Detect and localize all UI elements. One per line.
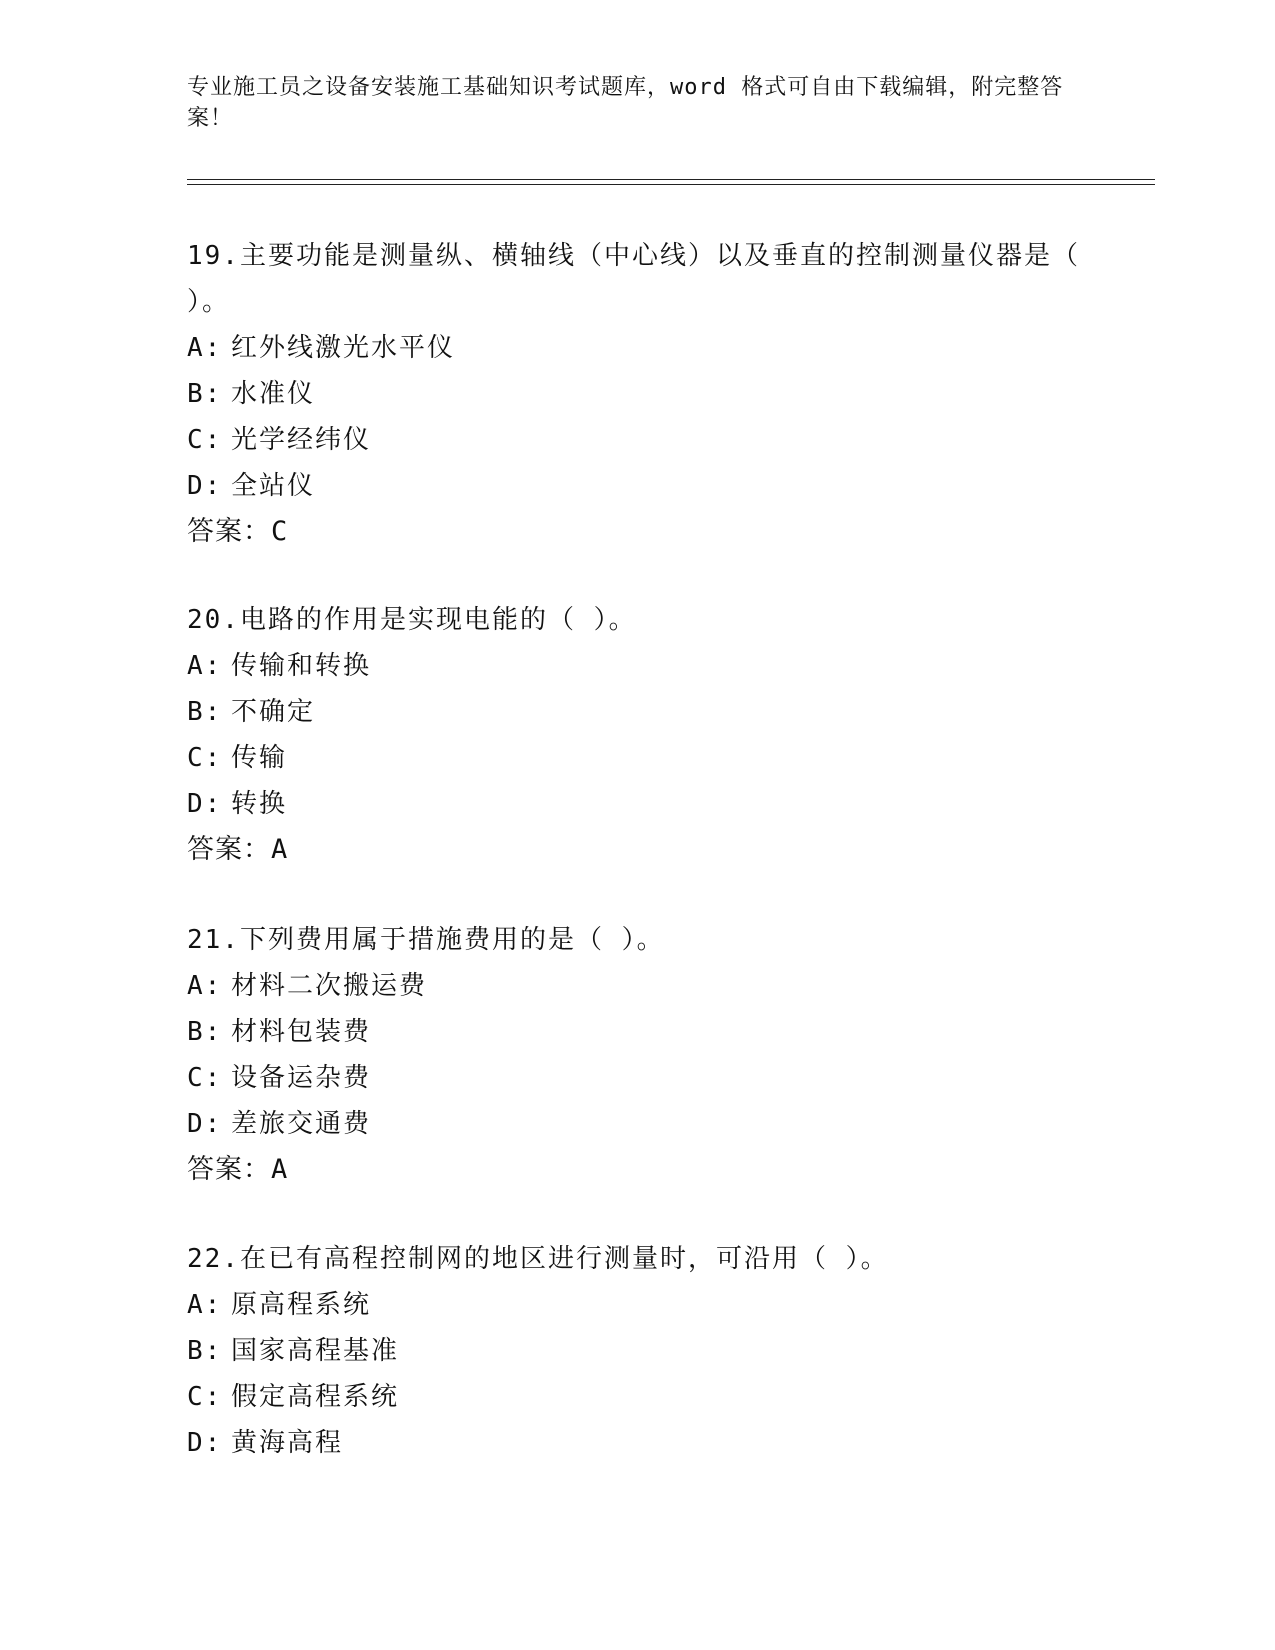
question-21 (187, 917, 1087, 1193)
answer-label: 答案： (187, 1154, 271, 1185)
option-text: 原高程系统 (231, 1290, 372, 1320)
option-letter: B: (187, 1336, 223, 1366)
option-a (187, 963, 1087, 1009)
option-text: 假定高程系统 (231, 1382, 400, 1412)
question-stem: 19.主要功能是测量纵、横轴线（中心线）以及垂直的控制测量仪器是（ ）。 (187, 241, 1080, 317)
option-c (187, 1374, 1087, 1420)
option-b (187, 371, 1087, 417)
option-text: 传输 (231, 743, 288, 773)
option-a (187, 643, 1087, 689)
option-d (187, 781, 1087, 827)
answer-value: A (271, 1154, 289, 1185)
question-stem: 22.在已有高程控制网的地区进行测量时，可沿用（ ）。 (187, 1244, 889, 1274)
option-text: 光学经纬仪 (231, 425, 372, 455)
option-letter: A: (187, 333, 223, 363)
header-divider-top (187, 179, 1155, 180)
answer-value: C (271, 516, 289, 547)
answer-line (187, 509, 1087, 555)
option-text: 材料包装费 (231, 1017, 372, 1047)
question-stem: 20.电路的作用是实现电能的（ ）。 (187, 605, 637, 635)
page-header: 专业施工员之设备安装施工基础知识考试题库，word 格式可自由下载编辑，附完整答案！ (187, 75, 1064, 131)
option-text: 黄海高程 (231, 1428, 344, 1458)
option-d (187, 1420, 1087, 1466)
option-letter: B: (187, 379, 223, 409)
answer-label: 答案： (187, 834, 271, 865)
option-text: 水准仪 (231, 379, 316, 409)
answer-line (187, 1147, 1087, 1193)
option-letter: D: (187, 1428, 223, 1458)
option-c (187, 1055, 1087, 1101)
option-letter: D: (187, 1109, 223, 1139)
option-letter: D: (187, 471, 223, 501)
option-text: 红外线激光水平仪 (231, 333, 456, 363)
option-text: 材料二次搬运费 (231, 971, 428, 1001)
option-text: 传输和转换 (231, 651, 372, 681)
option-text: 不确定 (231, 697, 316, 727)
header-divider-bottom (187, 184, 1155, 185)
option-text: 设备运杂费 (231, 1063, 372, 1093)
option-d (187, 463, 1087, 509)
option-a (187, 325, 1087, 371)
option-c (187, 735, 1087, 781)
option-letter: C: (187, 1063, 223, 1093)
option-letter: C: (187, 743, 223, 773)
option-letter: A: (187, 1290, 223, 1320)
option-text: 差旅交通费 (231, 1109, 372, 1139)
option-b (187, 1009, 1087, 1055)
question-19 (187, 233, 1087, 555)
option-b (187, 1328, 1087, 1374)
option-a (187, 1282, 1087, 1328)
question-20 (187, 597, 1087, 873)
question-22 (187, 1236, 1087, 1466)
option-c (187, 417, 1087, 463)
option-b (187, 689, 1087, 735)
option-letter: B: (187, 697, 223, 727)
option-letter: A: (187, 651, 223, 681)
option-text: 国家高程基准 (231, 1336, 400, 1366)
option-text: 全站仪 (231, 471, 316, 501)
option-letter: C: (187, 1382, 223, 1412)
option-letter: D: (187, 789, 223, 819)
question-stem: 21.下列费用属于措施费用的是（ ）。 (187, 925, 665, 955)
option-text: 转换 (231, 789, 288, 819)
option-letter: A: (187, 971, 223, 1001)
answer-label: 答案： (187, 516, 271, 547)
option-letter: C: (187, 425, 223, 455)
option-letter: B: (187, 1017, 223, 1047)
answer-line (187, 827, 1087, 873)
option-d (187, 1101, 1087, 1147)
answer-value: A (271, 834, 289, 865)
